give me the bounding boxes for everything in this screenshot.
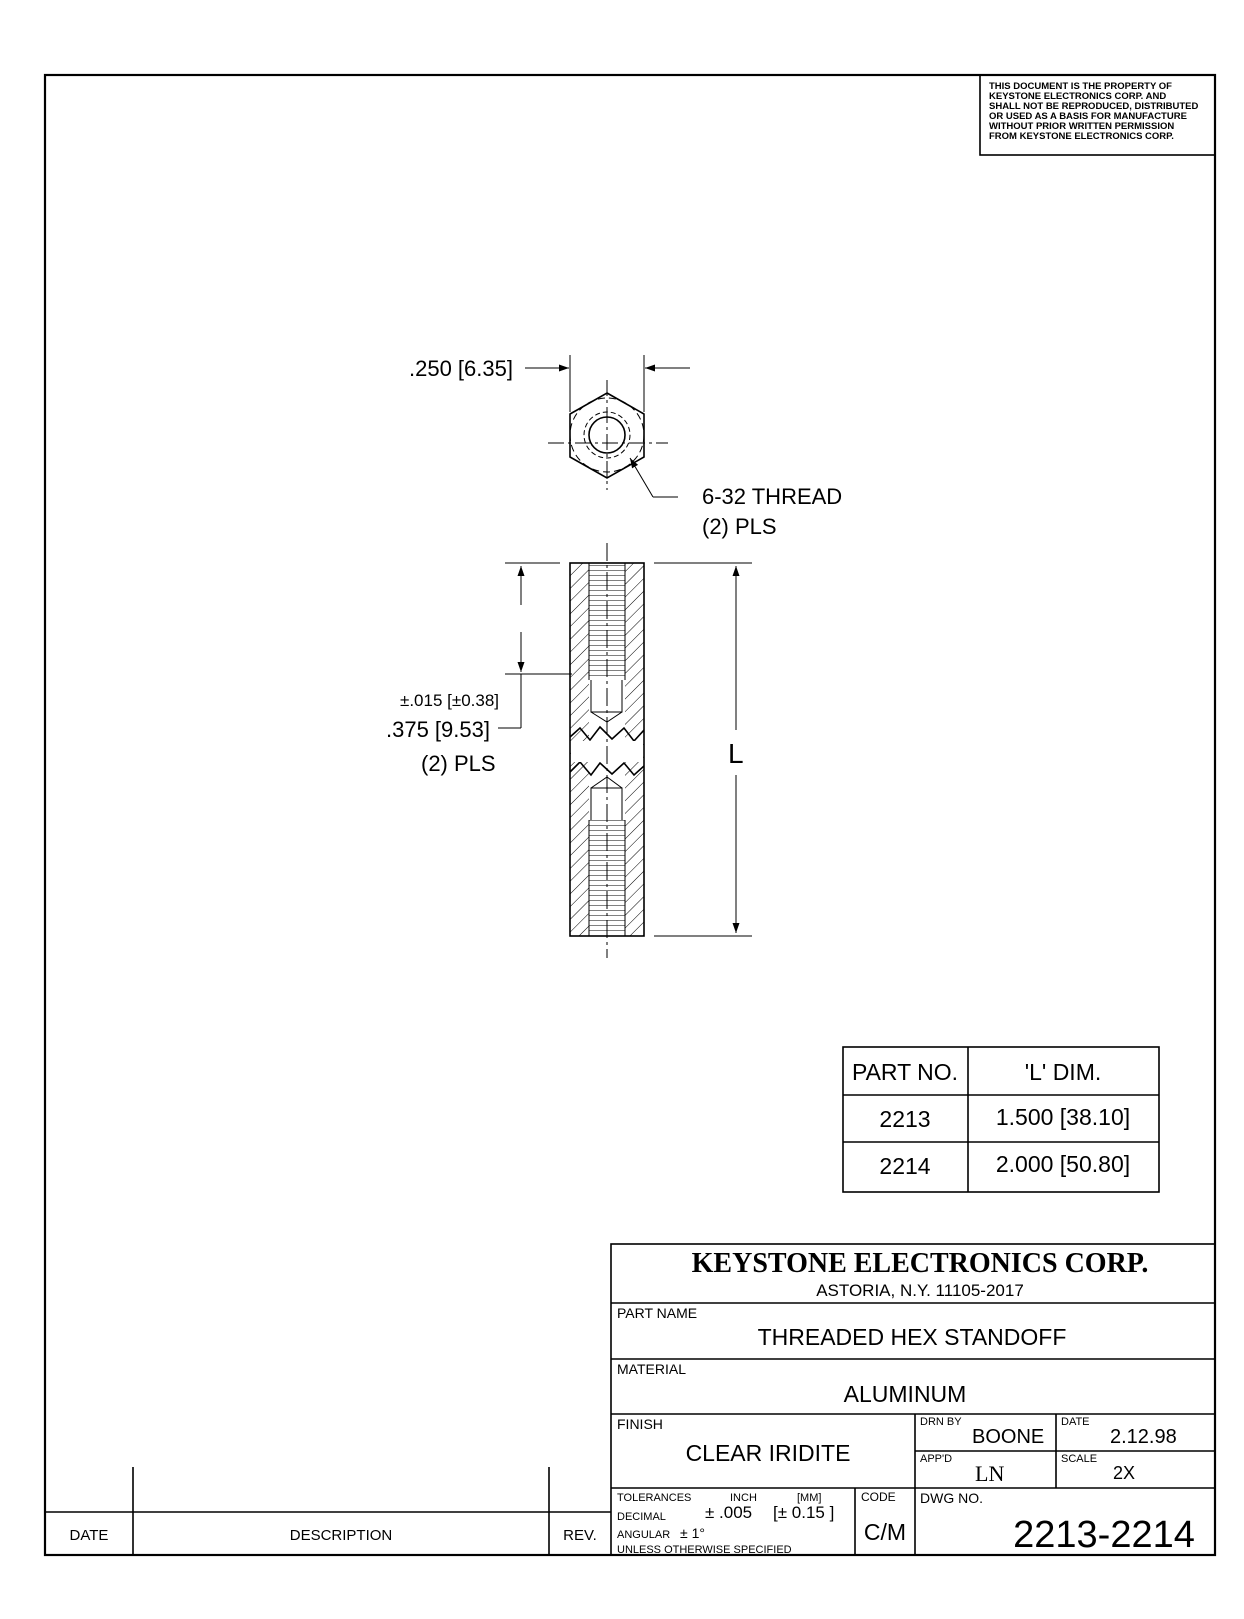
appd: LN — [975, 1461, 1005, 1486]
depth-pls-text: (2) PLS — [421, 751, 496, 776]
date-label: DATE — [1061, 1416, 1090, 1428]
thread-pls-text: (2) PLS — [702, 514, 777, 539]
finish-label: FINISH — [617, 1416, 663, 1432]
thread-callout — [630, 458, 842, 539]
finish: CLEAR IRIDITE — [685, 1440, 851, 1466]
appd-label: APP'D — [920, 1453, 953, 1465]
part-table-cell: 1.500 [38.10] — [995, 1104, 1131, 1130]
rev-date-label: DATE — [69, 1527, 109, 1544]
property-notice — [980, 75, 1215, 155]
company-address: ASTORIA, N.Y. 11105-2017 — [816, 1281, 1024, 1300]
length-label: L — [728, 738, 744, 769]
dwg-no-label: DWG NO. — [920, 1490, 983, 1506]
mm-label: [MM] — [797, 1492, 822, 1504]
angular-label: ANGULAR — [617, 1529, 671, 1541]
angular-value: ± 1° — [680, 1525, 705, 1541]
scale: 2X — [1113, 1463, 1136, 1483]
decimal-mm: [± 0.15 ] — [773, 1503, 835, 1522]
title-block — [611, 1244, 1215, 1556]
rev-label: REV. — [563, 1527, 597, 1544]
length-dimension — [654, 563, 752, 936]
inch-label: INCH — [730, 1492, 757, 1504]
depth-dimension — [386, 563, 572, 776]
dwg-no: 2213-2214 — [1013, 1514, 1195, 1556]
decimal-label: DECIMAL — [617, 1511, 666, 1523]
section-view — [570, 543, 644, 958]
unless-note: UNLESS OTHERWISE SPECIFIED — [617, 1544, 792, 1556]
decimal-inch: ± .005 — [705, 1503, 753, 1522]
notice-line: SHALL NOT BE REPRODUCED, DISTRIBUTED — [989, 101, 1199, 112]
part-table-header: PART NO. — [851, 1059, 959, 1085]
scale-label: SCALE — [1061, 1453, 1098, 1465]
tolerances-label: TOLERANCES — [617, 1492, 692, 1504]
part-name-label: PART NAME — [617, 1305, 698, 1321]
drn-by: BOONE — [972, 1426, 1045, 1448]
notice-line: OR USED AS A BASIS FOR MANUFACTURE — [989, 111, 1187, 122]
code-value: C/M — [863, 1519, 907, 1545]
revision-block — [45, 1467, 611, 1555]
notice-line: WITHOUT PRIOR WRITTEN PERMISSION — [989, 121, 1175, 132]
depth-tolerance-text: ±.015 [±0.38] — [400, 691, 500, 710]
notice-line: THIS DOCUMENT IS THE PROPERTY OF — [989, 81, 1172, 92]
part-name: THREADED HEX STANDOFF — [757, 1324, 1067, 1350]
date: 2.12.98 — [1110, 1426, 1177, 1448]
thread-text: 6-32 THREAD — [702, 484, 843, 509]
code-label: CODE — [861, 1490, 896, 1504]
part-table — [843, 1047, 1159, 1192]
drn-by-label: DRN BY — [920, 1416, 962, 1428]
depth-dim-text: .375 [9.53] — [386, 717, 490, 742]
width-dim-text: .250 [6.35] — [409, 356, 513, 381]
part-table-header: 'L' DIM. — [1024, 1059, 1102, 1085]
rev-description-label: DESCRIPTION — [289, 1527, 393, 1544]
part-table-cell: 2214 — [879, 1153, 931, 1179]
part-table-cell: 2213 — [879, 1106, 931, 1132]
part-table-cell: 2.000 [50.80] — [995, 1151, 1131, 1177]
width-dimension — [409, 356, 690, 381]
notice-line: KEYSTONE ELECTRONICS CORP. AND — [989, 91, 1167, 102]
material: ALUMINUM — [843, 1381, 967, 1407]
hex-end-view — [548, 355, 668, 490]
material-label: MATERIAL — [617, 1361, 686, 1377]
company-name: KEYSTONE ELECTRONICS CORP. — [691, 1248, 1149, 1279]
notice-line: FROM KEYSTONE ELECTRONICS CORP. — [989, 131, 1174, 142]
